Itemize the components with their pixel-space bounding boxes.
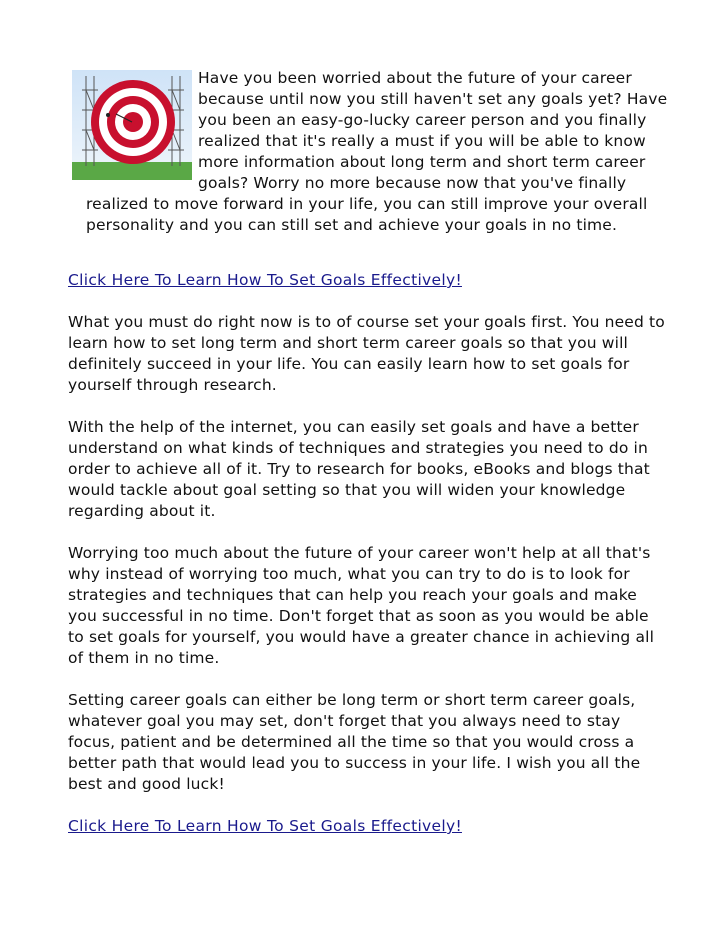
learn-goals-link-top[interactable]: Click Here To Learn How To Set Goals Effectively! xyxy=(68,271,462,289)
intro-paragraph: Have you been worried about the future of your career because until now you still haven't set any goals yet? Have you been an easy-go-lucky career person and you finally realized that it's really a must if you will be able to know more information about long term and short term career goals? Worry no more because now that you've finally realized to move forward in your life, you can still improve your overall personality and you can still set and achieve your goals in no time. xyxy=(86,69,668,234)
paragraph-1: What you must do right now is to of course set your goals first. You need to learn how to set long term and short term career goals so that you will definitely succeed in your life. You can easily learn how to set goals for yourself through research. xyxy=(68,313,665,394)
article-body xyxy=(68,270,668,858)
target-icon xyxy=(72,70,192,180)
learn-goals-link-bottom[interactable]: Click Here To Learn How To Set Goals Effectively! xyxy=(68,817,462,835)
paragraph-4: Setting career goals can either be long term or short term career goals, whatever goal you may set, don't forget that you always need to stay focus, patient and be determined all the time so that you would cross a better path that would lead you to success in your life. I wish you all the best and good luck! xyxy=(68,691,641,793)
paragraph-3: Worrying too much about the future of your career won't help at all that's why instead of worrying too much, what you can try to do is to look for strategies and techniques that can help you reach your goals and make you successful in no time. Don't forget that as soon as you would be able to set goals for yourself, you would have a greater chance in achieving all of them in no time. xyxy=(68,544,655,667)
intro-block xyxy=(86,68,686,236)
paragraph-2: With the help of the internet, you can easily set goals and have a better understand on what kinds of techniques and strategies you need to do in order to achieve all of it. Try to research for books, eBooks and blogs that would tackle about goal setting so that you will widen your knowledge regarding about it. xyxy=(68,418,650,520)
